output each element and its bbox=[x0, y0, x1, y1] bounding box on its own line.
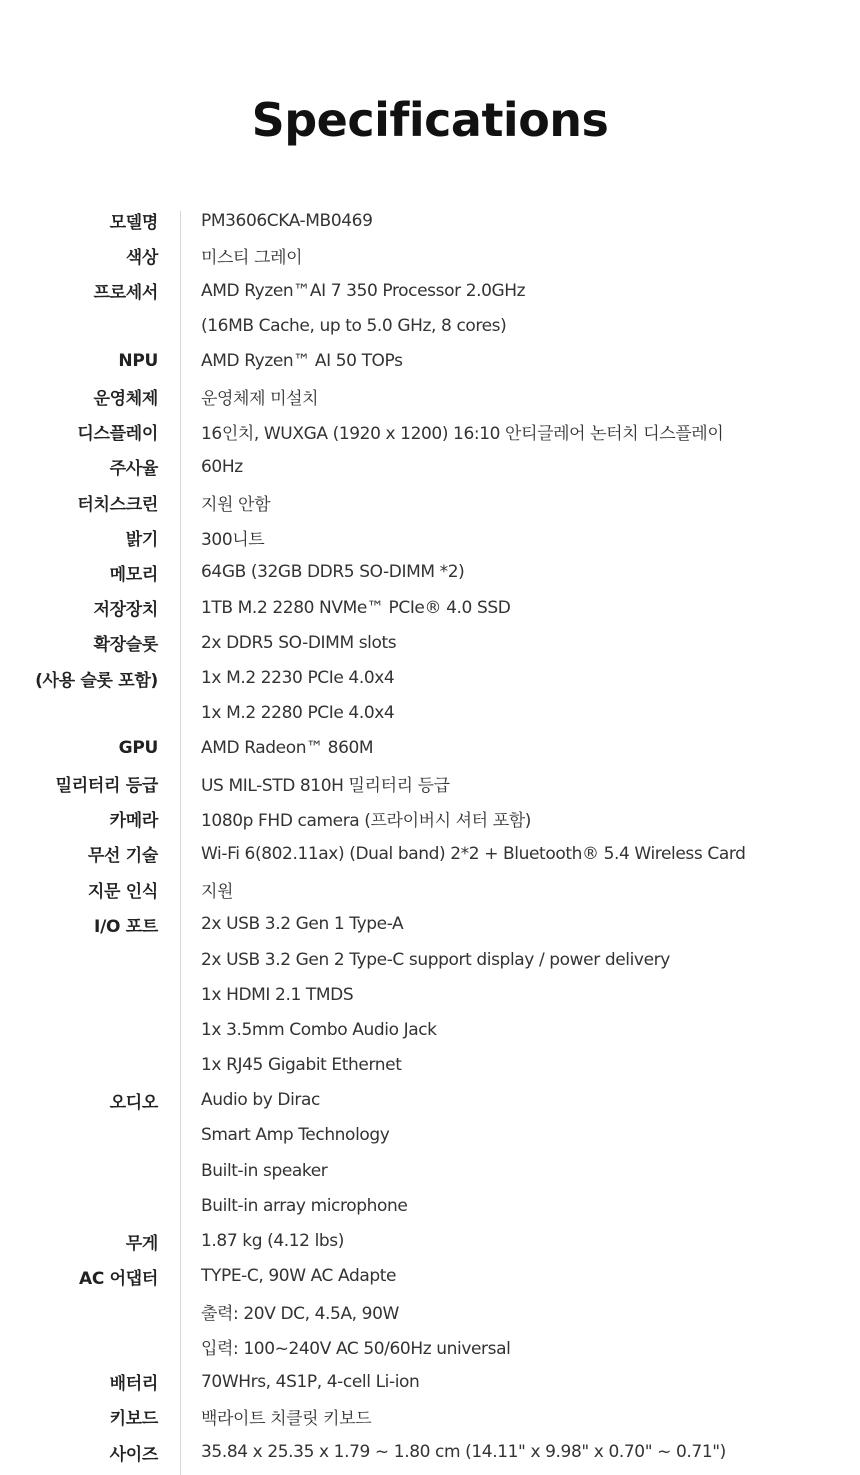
spec-label: 메모리 bbox=[109, 564, 158, 585]
spec-value: PM3606CKA-MB0469 bbox=[201, 210, 373, 231]
spec-row bbox=[0, 731, 860, 766]
spec-row bbox=[0, 836, 860, 871]
spec-label: AC 어댑터 bbox=[78, 1268, 158, 1289]
spec-value: 1x RJ45 Gigabit Ethernet bbox=[201, 1055, 402, 1076]
spec-row bbox=[0, 1435, 860, 1470]
spec-value: 미스티 그레이 bbox=[201, 248, 303, 269]
spec-value: 백라이트 치클릿 키보드 bbox=[201, 1409, 372, 1430]
spec-row bbox=[0, 801, 860, 836]
spec-value: 60Hz bbox=[201, 456, 243, 477]
spec-row bbox=[0, 1083, 860, 1118]
spec-row bbox=[0, 555, 860, 590]
spec-value: 16인치, WUXGA (1920 x 1200) 16:10 안티글레어 논터치 디스플레이 bbox=[201, 424, 724, 445]
spec-label: NPU bbox=[118, 351, 158, 372]
spec-row bbox=[0, 1223, 860, 1258]
spec-value: AMD Ryzen™AI 7 350 Processor 2.0GHz bbox=[201, 280, 526, 301]
spec-value: AMD Ryzen™ AI 50 TOPs bbox=[201, 351, 403, 372]
spec-value: 1x M.2 2230 PCIe 4.0x4 bbox=[201, 668, 395, 689]
spec-row bbox=[0, 1364, 860, 1399]
spec-row bbox=[0, 344, 860, 379]
spec-label: 지문 인식 bbox=[87, 881, 158, 902]
spec-row bbox=[0, 625, 860, 660]
spec-label: 주사율 bbox=[109, 459, 158, 480]
spec-value: US MIL-STD 810H 밀리터리 등급 bbox=[201, 776, 450, 797]
spec-value: Built-in array microphone bbox=[201, 1195, 408, 1216]
spec-value: 출력: 20V DC, 4.5A, 90W bbox=[201, 1303, 399, 1324]
spec-row bbox=[0, 414, 860, 449]
spec-value: 입력: 100~240V AC 50/60Hz universal bbox=[201, 1339, 511, 1360]
spec-value: 1.87 kg (4.12 lbs) bbox=[201, 1231, 344, 1252]
spec-row bbox=[0, 485, 860, 520]
spec-value: 1TB M.2 2280 NVMe™ PCIe® 4.0 SSD bbox=[201, 597, 511, 618]
spec-row bbox=[0, 1118, 860, 1153]
spec-value: AMD Radeon™ 860M bbox=[201, 738, 374, 759]
spec-value: (16MB Cache, up to 5.0 GHz, 8 cores) bbox=[201, 316, 507, 337]
spec-row bbox=[0, 203, 860, 238]
spec-row bbox=[0, 379, 860, 414]
spec-value: 1080p FHD camera (프라이버시 셔터 포함) bbox=[201, 811, 531, 832]
spec-value: 1x 3.5mm Combo Audio Jack bbox=[201, 1019, 437, 1040]
spec-value: 64GB (32GB DDR5 SO-DIMM *2) bbox=[201, 562, 465, 583]
spec-row bbox=[0, 590, 860, 625]
spec-row bbox=[0, 1012, 860, 1047]
spec-value: Smart Amp Technology bbox=[201, 1125, 390, 1146]
spec-value: 2x USB 3.2 Gen 2 Type-C support display / power delivery bbox=[201, 949, 670, 970]
spec-row bbox=[0, 449, 860, 484]
spec-value: 1x M.2 2280 PCIe 4.0x4 bbox=[201, 703, 395, 724]
spec-row bbox=[0, 1259, 860, 1294]
spec-row bbox=[0, 660, 860, 695]
spec-row bbox=[0, 977, 860, 1012]
spec-label: 프로세서 bbox=[93, 283, 158, 304]
spec-label: 밝기 bbox=[125, 529, 158, 550]
spec-label: 확장슬롯 bbox=[93, 635, 158, 656]
spec-value: 300니트 bbox=[201, 529, 265, 550]
spec-label: 디스플레이 bbox=[77, 424, 158, 445]
spec-row bbox=[0, 907, 860, 942]
spec-label: (사용 슬롯 포함) bbox=[35, 670, 158, 691]
spec-label: 키보드 bbox=[109, 1409, 158, 1430]
spec-row bbox=[0, 766, 860, 801]
spec-value: 운영체제 미설치 bbox=[201, 389, 319, 410]
spec-label: 사이즈 bbox=[109, 1444, 158, 1465]
spec-label: 모델명 bbox=[109, 213, 158, 234]
spec-value: 1x HDMI 2.1 TMDS bbox=[201, 984, 354, 1005]
spec-value: 지원 안함 bbox=[201, 494, 271, 515]
spec-value: 2x USB 3.2 Gen 1 Type-A bbox=[201, 914, 404, 935]
spec-row bbox=[0, 872, 860, 907]
spec-label: 배터리 bbox=[109, 1374, 158, 1395]
spec-row bbox=[0, 1329, 860, 1364]
spec-value: 2x DDR5 SO-DIMM slots bbox=[201, 632, 397, 653]
spec-label: 무선 기술 bbox=[87, 846, 158, 867]
spec-label: 밀리터리 등급 bbox=[55, 776, 158, 797]
spec-label: 터치스크린 bbox=[77, 494, 158, 515]
spec-row bbox=[0, 696, 860, 731]
spec-row bbox=[0, 1188, 860, 1223]
spec-label: 오디오 bbox=[109, 1092, 158, 1113]
spec-value: 70WHrs, 4S1P, 4-cell Li-ion bbox=[201, 1371, 420, 1392]
spec-row bbox=[0, 1153, 860, 1188]
spec-value: 지원 bbox=[201, 881, 234, 902]
spec-table bbox=[0, 203, 860, 1470]
spec-row bbox=[0, 238, 860, 273]
spec-row bbox=[0, 520, 860, 555]
spec-label: GPU bbox=[118, 738, 158, 759]
spec-row bbox=[0, 1048, 860, 1083]
page-title: Specifications bbox=[251, 93, 609, 147]
spec-value: 35.84 x 25.35 x 1.79 ~ 1.80 cm (14.11" x 9.98" x 0.70" ~ 0.71") bbox=[201, 1442, 726, 1463]
spec-row bbox=[0, 1294, 860, 1329]
spec-value: TYPE-C, 90W AC Adapte bbox=[201, 1266, 397, 1287]
spec-label: 운영체제 bbox=[93, 389, 158, 410]
spec-label: 색상 bbox=[125, 248, 158, 269]
spec-row bbox=[0, 942, 860, 977]
spec-label: I/O 포트 bbox=[94, 916, 158, 937]
spec-value: Audio by Dirac bbox=[201, 1090, 320, 1111]
spec-row bbox=[0, 273, 860, 308]
spec-value: Wi-Fi 6(802.11ax) (Dual band) 2*2 + Bluetooth® 5.4 Wireless Card bbox=[201, 843, 746, 864]
spec-value: Built-in speaker bbox=[201, 1160, 328, 1181]
spec-row bbox=[0, 1399, 860, 1434]
spec-row bbox=[0, 309, 860, 344]
spec-label: 무게 bbox=[125, 1233, 158, 1254]
spec-label: 저장장치 bbox=[93, 600, 158, 621]
spec-label: 카메라 bbox=[109, 811, 158, 832]
